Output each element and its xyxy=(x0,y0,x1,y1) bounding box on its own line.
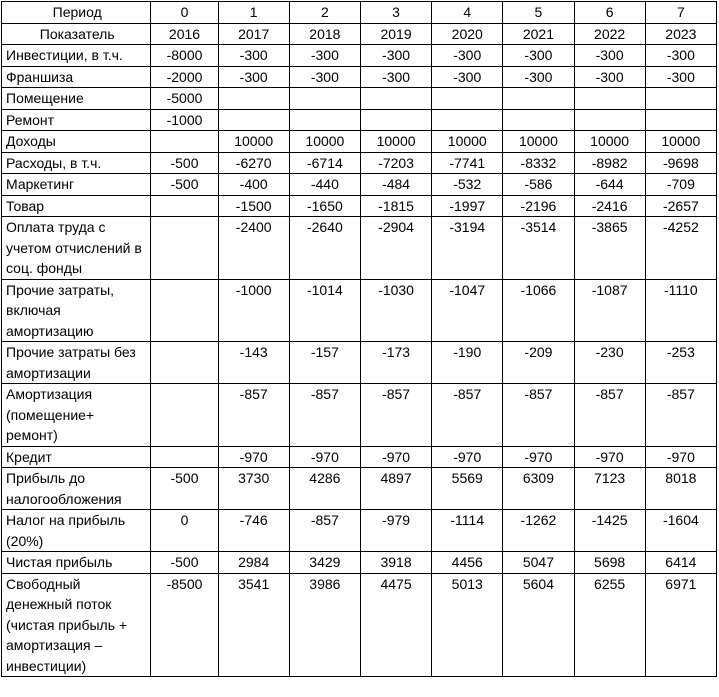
value-cell: 6255 xyxy=(574,573,645,677)
value-cell: -300 xyxy=(289,45,360,67)
value-cell: 5569 xyxy=(432,468,503,510)
row-label-cell: Чистая прибыль xyxy=(2,552,151,574)
value-cell: -644 xyxy=(574,174,645,196)
header-cell: 6 xyxy=(574,2,645,24)
value-cell: -300 xyxy=(503,45,574,67)
value-cell: -300 xyxy=(432,45,503,67)
value-cell: -970 xyxy=(574,446,645,468)
value-cell: -3865 xyxy=(574,217,645,280)
value-cell: 10000 xyxy=(218,131,289,153)
table-body xyxy=(2,2,717,677)
value-cell: 10000 xyxy=(645,131,716,153)
value-cell: 10000 xyxy=(289,131,360,153)
value-cell: -300 xyxy=(360,45,431,67)
value-cell: 6414 xyxy=(645,552,716,574)
table-row xyxy=(2,174,717,196)
table-row xyxy=(2,195,717,217)
header-cell: 2021 xyxy=(503,23,574,45)
value-cell: -970 xyxy=(289,446,360,468)
value-cell: -2640 xyxy=(289,217,360,280)
value-cell: -5000 xyxy=(151,88,218,110)
value-cell xyxy=(360,88,431,110)
value-cell: -1114 xyxy=(432,510,503,552)
value-cell: -1047 xyxy=(432,279,503,342)
value-cell: 10000 xyxy=(432,131,503,153)
row-label-cell: Прочие затраты, включая амортизацию xyxy=(2,279,151,342)
value-cell: -970 xyxy=(503,446,574,468)
header-cell: 1 xyxy=(218,2,289,24)
value-cell: -300 xyxy=(574,66,645,88)
value-cell: -1110 xyxy=(645,279,716,342)
table-row xyxy=(2,217,717,280)
value-cell xyxy=(360,109,431,131)
header-label-cell: Показатель xyxy=(2,23,151,45)
value-cell: -300 xyxy=(218,45,289,67)
table-row xyxy=(2,109,717,131)
value-cell: 0 xyxy=(151,510,218,552)
value-cell: 10000 xyxy=(503,131,574,153)
value-cell: 3986 xyxy=(289,573,360,677)
value-cell: -253 xyxy=(645,342,716,384)
header-cell: 7 xyxy=(645,2,716,24)
value-cell: 6971 xyxy=(645,573,716,677)
row-label-cell: Помещение xyxy=(2,88,151,110)
value-cell: 4456 xyxy=(432,552,503,574)
value-cell: -857 xyxy=(574,384,645,447)
value-cell: -1997 xyxy=(432,195,503,217)
value-cell: -1066 xyxy=(503,279,574,342)
value-cell: -1604 xyxy=(645,510,716,552)
value-cell: 5698 xyxy=(574,552,645,574)
value-cell: -2657 xyxy=(645,195,716,217)
value-cell: -857 xyxy=(289,510,360,552)
header-cell: 3 xyxy=(360,2,431,24)
value-cell: 3429 xyxy=(289,552,360,574)
row-label-cell: Франшиза xyxy=(2,66,151,88)
value-cell xyxy=(289,88,360,110)
value-cell xyxy=(151,446,218,468)
value-cell: 3730 xyxy=(218,468,289,510)
value-cell: -7741 xyxy=(432,152,503,174)
value-cell: 5604 xyxy=(503,573,574,677)
value-cell: -500 xyxy=(151,174,218,196)
value-cell: -970 xyxy=(218,446,289,468)
header-cell: 2022 xyxy=(574,23,645,45)
value-cell: -3514 xyxy=(503,217,574,280)
financial-table xyxy=(1,1,717,677)
value-cell: -7203 xyxy=(360,152,431,174)
value-cell: -157 xyxy=(289,342,360,384)
value-cell: -173 xyxy=(360,342,431,384)
row-label-cell: Ремонт xyxy=(2,109,151,131)
value-cell: -1014 xyxy=(289,279,360,342)
value-cell: -440 xyxy=(289,174,360,196)
value-cell: 6309 xyxy=(503,468,574,510)
value-cell xyxy=(574,109,645,131)
header-cell: 5 xyxy=(503,2,574,24)
value-cell: -979 xyxy=(360,510,431,552)
value-cell xyxy=(151,131,218,153)
header-cell: 2023 xyxy=(645,23,716,45)
value-cell: -143 xyxy=(218,342,289,384)
table-row xyxy=(2,552,717,574)
value-cell: -8982 xyxy=(574,152,645,174)
table-row xyxy=(2,66,717,88)
value-cell: 7123 xyxy=(574,468,645,510)
value-cell: -970 xyxy=(645,446,716,468)
value-cell: 10000 xyxy=(574,131,645,153)
value-cell: -1030 xyxy=(360,279,431,342)
value-cell xyxy=(151,195,218,217)
value-cell: -1650 xyxy=(289,195,360,217)
value-cell: 4286 xyxy=(289,468,360,510)
value-cell xyxy=(432,109,503,131)
value-cell: -1815 xyxy=(360,195,431,217)
value-cell xyxy=(151,342,218,384)
row-label-cell: Кредит xyxy=(2,446,151,468)
value-cell: -3194 xyxy=(432,217,503,280)
value-cell: -1425 xyxy=(574,510,645,552)
header-label-cell: Период xyxy=(2,2,151,24)
value-cell: 3918 xyxy=(360,552,431,574)
value-cell: -857 xyxy=(645,384,716,447)
value-cell: -2400 xyxy=(218,217,289,280)
value-cell: -6714 xyxy=(289,152,360,174)
header-cell: 0 xyxy=(151,2,218,24)
value-cell: -8500 xyxy=(151,573,218,677)
value-cell xyxy=(645,109,716,131)
value-cell: -190 xyxy=(432,342,503,384)
header-cell: 2016 xyxy=(151,23,218,45)
value-cell: -857 xyxy=(360,384,431,447)
header-cell: 2019 xyxy=(360,23,431,45)
value-cell xyxy=(432,88,503,110)
value-cell: -209 xyxy=(503,342,574,384)
value-cell xyxy=(289,109,360,131)
value-cell: -4252 xyxy=(645,217,716,280)
value-cell: -9698 xyxy=(645,152,716,174)
value-cell: -970 xyxy=(360,446,431,468)
row-label-cell: Инвестиции, в т.ч. xyxy=(2,45,151,67)
value-cell: -1000 xyxy=(151,109,218,131)
value-cell: -532 xyxy=(432,174,503,196)
table-row xyxy=(2,131,717,153)
value-cell: 10000 xyxy=(360,131,431,153)
value-cell: -8332 xyxy=(503,152,574,174)
header-cell: 2017 xyxy=(218,23,289,45)
value-cell: -484 xyxy=(360,174,431,196)
value-cell: 5013 xyxy=(432,573,503,677)
table-row xyxy=(2,510,717,552)
row-label-cell: Налог на прибыль (20%) xyxy=(2,510,151,552)
value-cell xyxy=(503,88,574,110)
value-cell xyxy=(151,217,218,280)
table-row xyxy=(2,279,717,342)
header-cell: 2018 xyxy=(289,23,360,45)
value-cell: -709 xyxy=(645,174,716,196)
value-cell: 3541 xyxy=(218,573,289,677)
value-cell: -1262 xyxy=(503,510,574,552)
value-cell: -230 xyxy=(574,342,645,384)
row-label-cell: Прибыль до налогообложения xyxy=(2,468,151,510)
row-label-cell: Доходы xyxy=(2,131,151,153)
header-cell: 4 xyxy=(432,2,503,24)
value-cell: -2000 xyxy=(151,66,218,88)
header-cell: 2020 xyxy=(432,23,503,45)
header-row xyxy=(2,2,717,24)
value-cell: -1500 xyxy=(218,195,289,217)
table-row xyxy=(2,446,717,468)
value-cell: -300 xyxy=(360,66,431,88)
value-cell: -970 xyxy=(432,446,503,468)
value-cell: 4897 xyxy=(360,468,431,510)
table-row xyxy=(2,384,717,447)
header-row xyxy=(2,23,717,45)
table-row xyxy=(2,88,717,110)
value-cell: -6270 xyxy=(218,152,289,174)
row-label-cell: Маркетинг xyxy=(2,174,151,196)
table-row xyxy=(2,342,717,384)
value-cell: -2196 xyxy=(503,195,574,217)
value-cell: -1087 xyxy=(574,279,645,342)
value-cell: -500 xyxy=(151,552,218,574)
row-label-cell: Свободный денежный поток (чистая прибыль + амортизация – инвестиции) xyxy=(2,573,151,677)
value-cell: -300 xyxy=(289,66,360,88)
value-cell: -857 xyxy=(432,384,503,447)
value-cell: -8000 xyxy=(151,45,218,67)
table-row xyxy=(2,573,717,677)
value-cell: -300 xyxy=(574,45,645,67)
row-label-cell: Амортизация (помещение+ ремонт) xyxy=(2,384,151,447)
value-cell: -300 xyxy=(645,66,716,88)
value-cell: 5047 xyxy=(503,552,574,574)
value-cell xyxy=(645,88,716,110)
row-label-cell: Расходы, в т.ч. xyxy=(2,152,151,174)
value-cell: -586 xyxy=(503,174,574,196)
value-cell xyxy=(218,109,289,131)
value-cell: -2416 xyxy=(574,195,645,217)
value-cell: -300 xyxy=(503,66,574,88)
value-cell: -300 xyxy=(432,66,503,88)
value-cell xyxy=(151,384,218,447)
value-cell: -857 xyxy=(218,384,289,447)
value-cell xyxy=(218,88,289,110)
value-cell: -857 xyxy=(503,384,574,447)
table-row xyxy=(2,468,717,510)
value-cell xyxy=(503,109,574,131)
value-cell: -1000 xyxy=(218,279,289,342)
value-cell: -746 xyxy=(218,510,289,552)
value-cell xyxy=(151,279,218,342)
value-cell: -500 xyxy=(151,468,218,510)
value-cell: -300 xyxy=(645,45,716,67)
value-cell xyxy=(574,88,645,110)
table-row xyxy=(2,45,717,67)
value-cell: -300 xyxy=(218,66,289,88)
header-cell: 2 xyxy=(289,2,360,24)
value-cell: -500 xyxy=(151,152,218,174)
value-cell: 2984 xyxy=(218,552,289,574)
value-cell: -400 xyxy=(218,174,289,196)
value-cell: -857 xyxy=(289,384,360,447)
value-cell: -2904 xyxy=(360,217,431,280)
row-label-cell: Прочие затраты без амортизации xyxy=(2,342,151,384)
value-cell: 8018 xyxy=(645,468,716,510)
value-cell: 4475 xyxy=(360,573,431,677)
row-label-cell: Оплата труда с учетом отчислений в соц. фонды xyxy=(2,217,151,280)
row-label-cell: Товар xyxy=(2,195,151,217)
table-row xyxy=(2,152,717,174)
